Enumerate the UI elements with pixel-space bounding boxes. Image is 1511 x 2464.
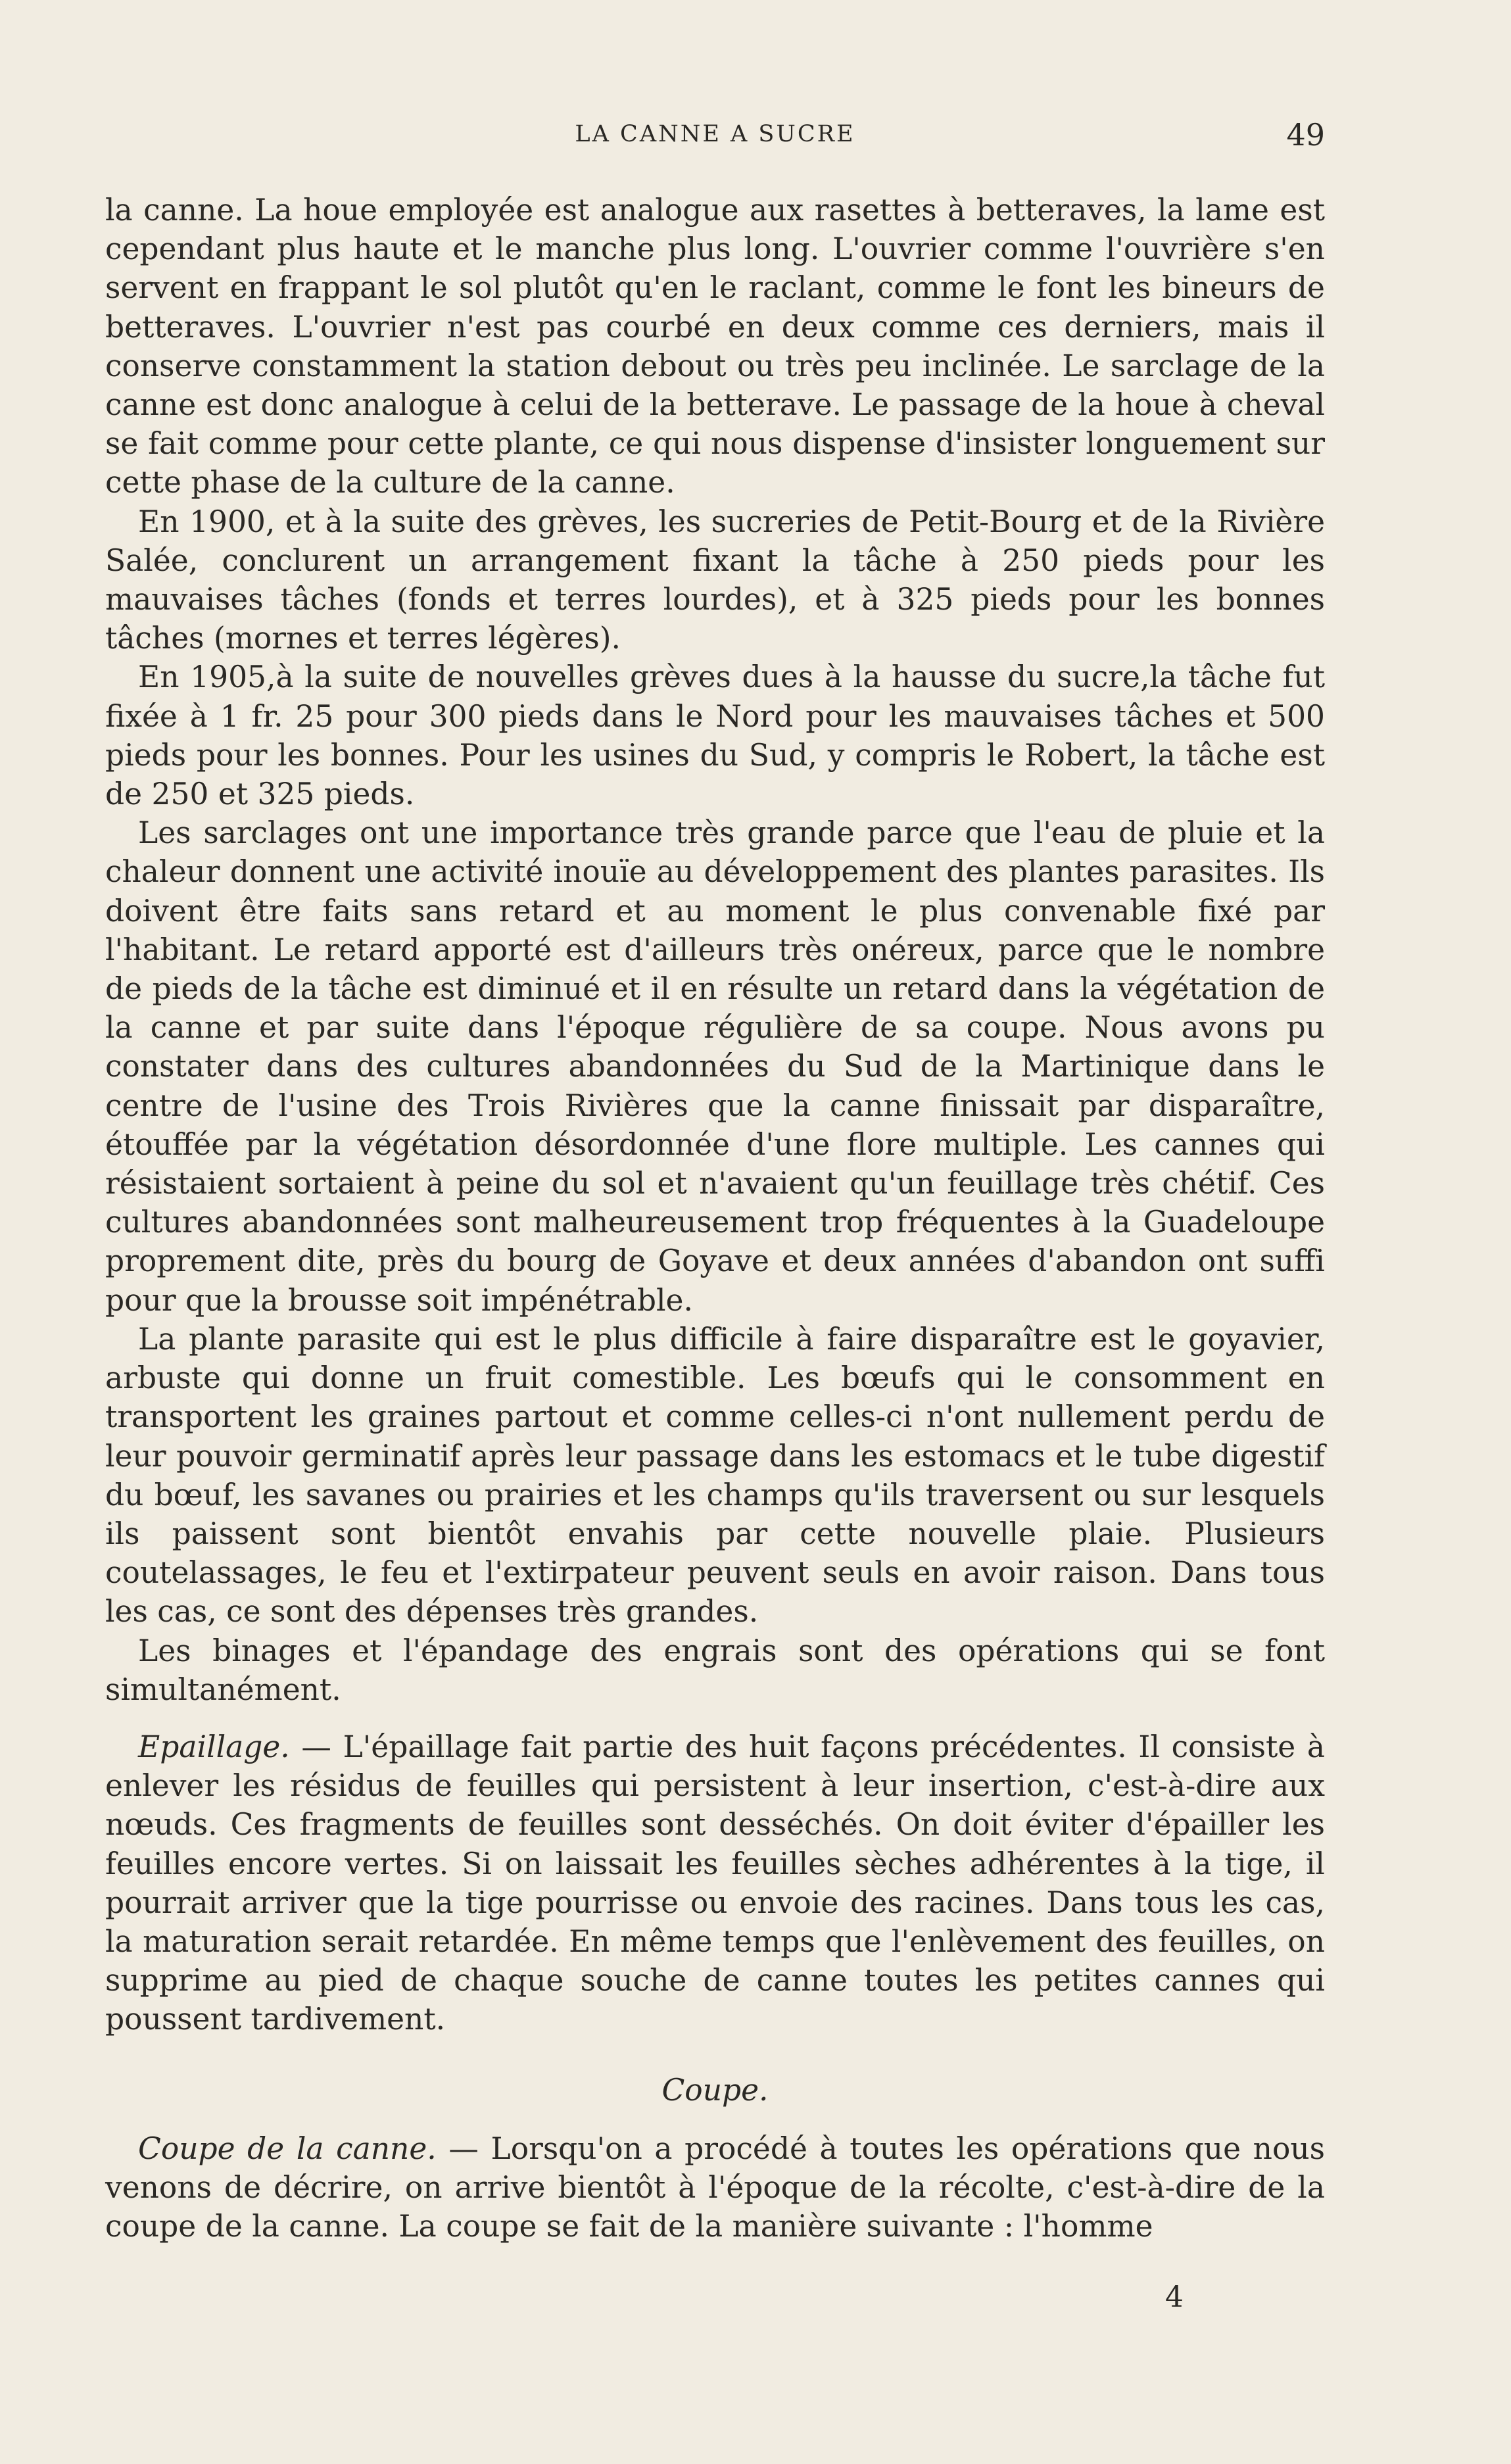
epaillage-run-in: Epaillage.: [138, 1729, 290, 1764]
paragraph-1900: En 1900, et à la suite des grèves, les sucreries de Petit-Bourg et de la Rivière Salée, conclurent un arrangement fixant la tâche à 250 pieds pour les mauvaises tâches (fonds et terres lourdes), et à 325 pieds pour les bonnes tâches (mornes et terres légères).: [105, 504, 1325, 656]
page-number: 49: [1286, 117, 1325, 153]
section-heading-coupe: Coupe.: [661, 2072, 769, 2108]
paragraph-binages: Les binages et l'épandage des engrais sont des opérations qui se font simultanément.: [105, 1633, 1325, 1707]
epaillage-text: — L'épaillage fait partie des huit façons précédentes. Il consiste à enlever les résidus de feuilles qui persistent à leur insertion, c'est-à-dire aux nœuds. Ces fragments de feuilles sont desséchés. On doit éviter d'épailler les feuilles encore vertes. Si on laissait les feuilles sèches adhérentes à la tige, il pourrait arriver que la tige pourrisse ou envoie des racines. Dans tous les cas, la maturation serait retardée. En même temps que l'enlèvement des feuilles, on supprime au pied de chaque souche de canne toutes les petites cannes qui poussent tardivement.: [105, 1729, 1325, 2037]
paragraph-goyavier: La plante parasite qui est le plus difficile à faire disparaître est le goyavier, arbuste qui donne un fruit comestible. Les bœufs qui le consomment en transportent les graines partout et comme celles-ci n'ont nullement perdu de leur pouvoir germinatif après leur passage dans les estomacs et le tube digestif du bœuf, les savanes ou prairies et les champs qu'ils traversent ou sur lesquels ils paissent sont bientôt envahis par cette nouvelle plaie. Plusieurs coutelassages, le feu et l'extirpateur peuvent seuls en avoir raison. Dans tous les cas, ce sont des dépenses très grandes.: [105, 1321, 1325, 1630]
running-head: [105, 117, 1325, 157]
coupe-text: — Lorsqu'on a procédé à toutes les opérations que nous venons de décrire, on arrive bientôt à l'époque de la récolte, c'est-à-dire de la coupe de la canne. La coupe se fait de la manière suivante : l'homme: [105, 2131, 1325, 2244]
paragraph-sarclage: la canne. La houe employée est analogue aux rasettes à betteraves, la lame est cependant plus haute et le manche plus long. L'ouvrier comme l'ouvrière s'en servent en frappant le sol plutôt qu'en le raclant, comme le font les bineurs de betteraves. L'ouvrier n'est pas courbé en deux comme ces derniers, mais il conserve constamment la station debout ou très peu inclinée. Le sarclage de la canne est donc analogue à celui de la betterave. Le passage de la houe à cheval se fait comme pour cette plante, ce qui nous dispense d'insister longuement sur cette phase de la culture de la canne.: [105, 193, 1325, 500]
signature-mark: 4: [1165, 2281, 1184, 2314]
paragraph-coupe: [105, 2129, 1325, 2246]
paragraph-1905: En 1905,à la suite de nouvelles grèves dues à la hausse du sucre,la tâche fut fixée à 1 fr. 25 pour 300 pieds dans le Nord pour les mauvaises tâches et 500 pieds pour les bonnes. Pour les usines du Sud, y compris le Robert, la tâche est de 250 et 325 pieds.: [105, 660, 1325, 812]
paragraph-epaillage: [105, 1727, 1325, 2039]
running-title: LA CANNE A SUCRE: [575, 121, 855, 147]
coupe-run-in: Coupe de la canne.: [138, 2131, 437, 2166]
paragraph-sarclages-importance: Les sarclages ont une importance très grande parce que l'eau de pluie et la chaleur donnent une activité inouïe au développement des plantes parasites. Ils doivent être faits sans retard et au moment le plus convenable fixé par l'habitant. Le retard apporté est d'ailleurs très onéreux, parce que le nombre de pieds de la tâche est diminué et il en résulte un retard dans la végétation de la canne et par suite dans l'époque régulière de sa coupe. Nous avons pu constater dans des cultures abandonnées du Sud de la Martinique dans le centre de l'usine des Trois Rivières que la canne finissait par disparaître, étouffée par la végétation désordonnée d'une flore multiple. Les cannes qui résistaient sortaient à peine du sol et n'avaient qu'un feuillage très chétif. Ces cultures abandonnées sont malheureusement trop fréquentes à la Guadeloupe proprement dite, près du bourg de Goyave et deux années d'abandon ont suffi pour que la brousse soit impénétrable.: [105, 815, 1325, 1318]
body-text: [105, 191, 1325, 2246]
